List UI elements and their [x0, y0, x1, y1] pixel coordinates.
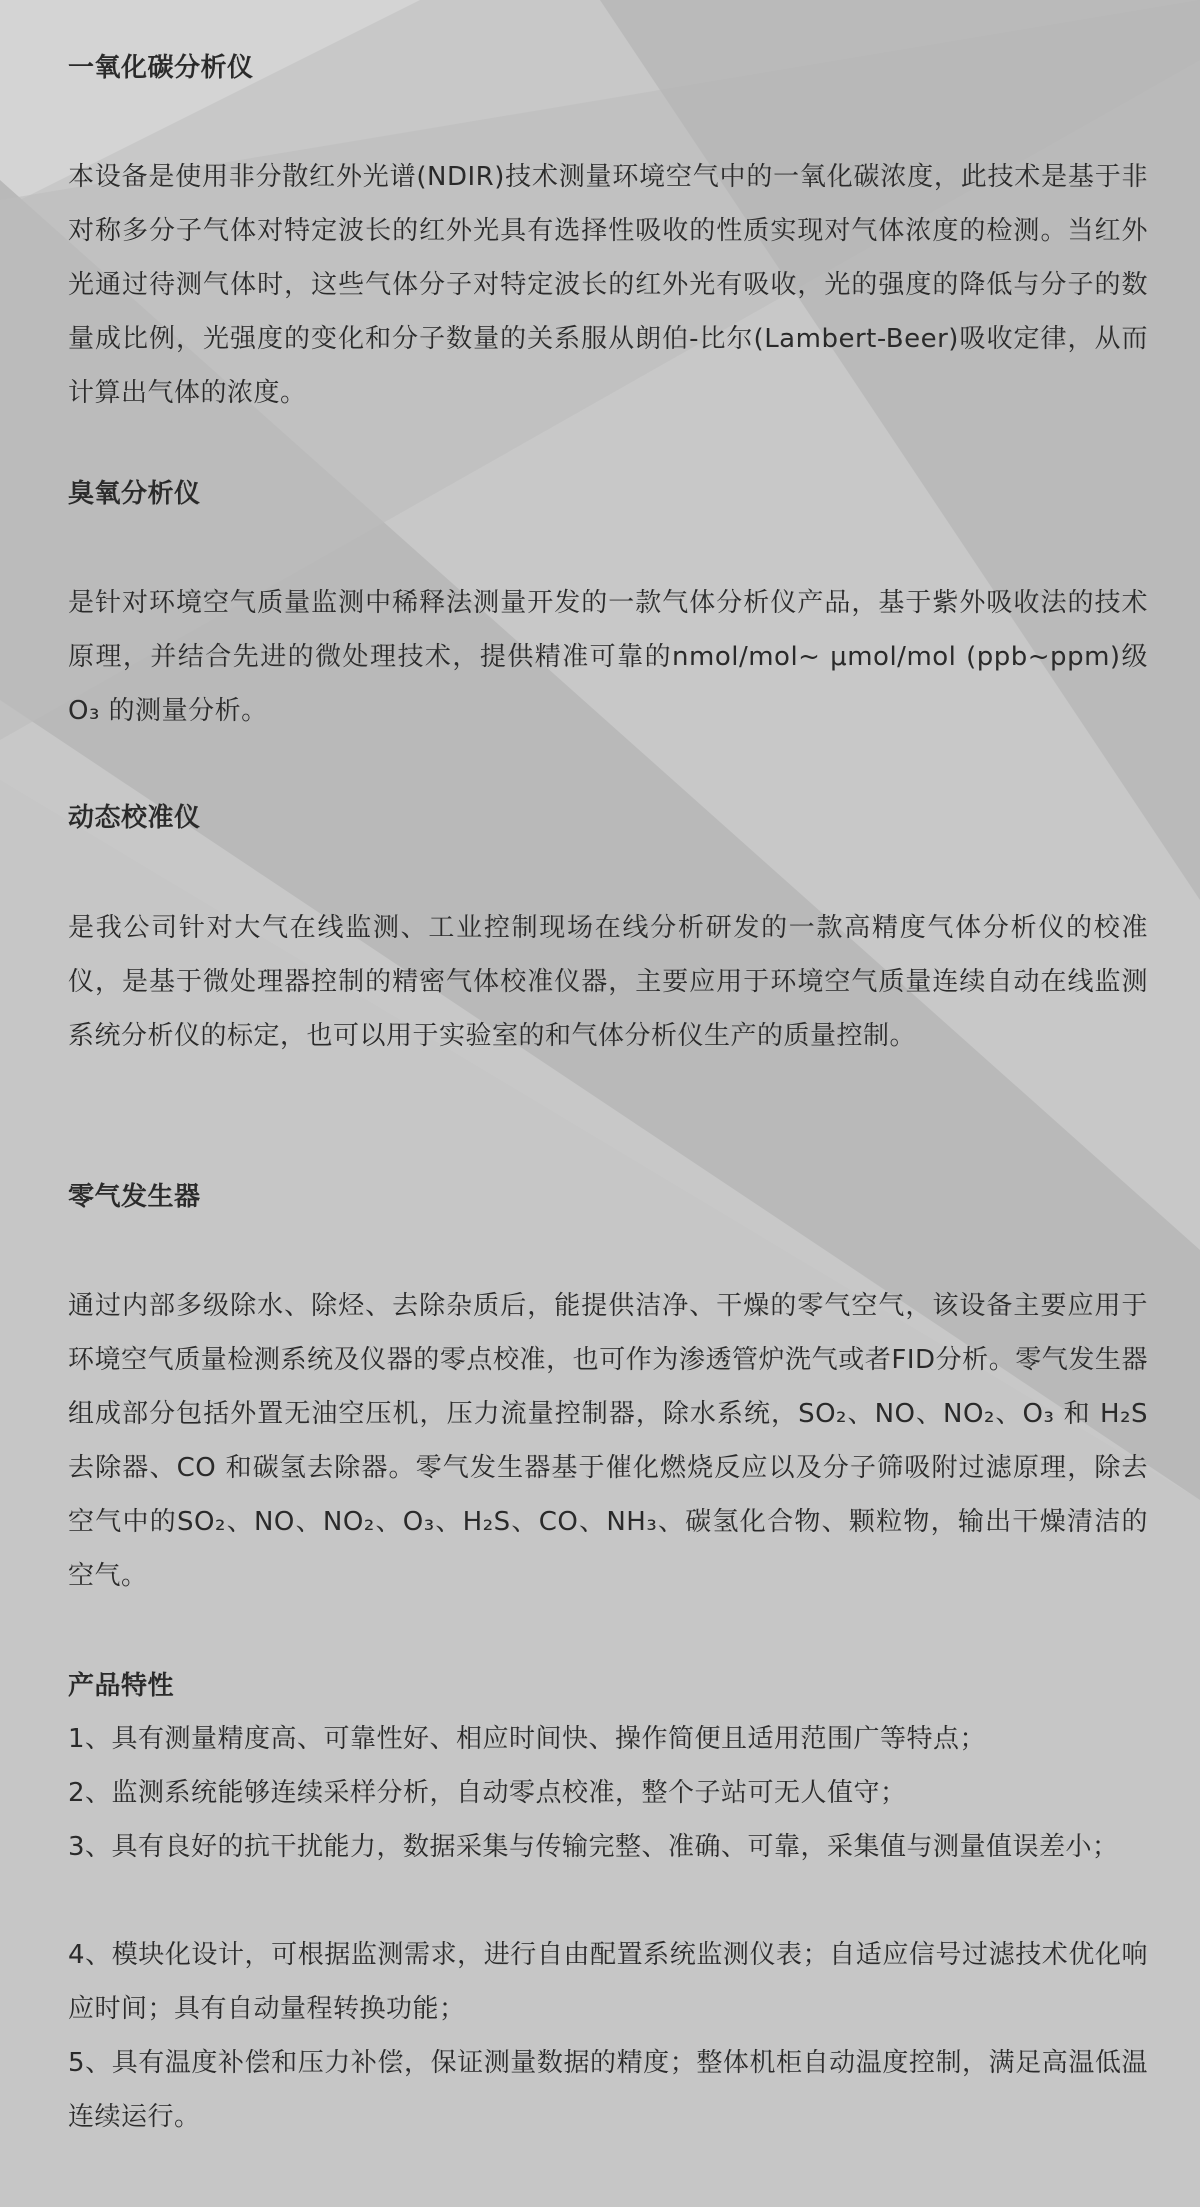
section-heading-co-analyzer: 一氧化碳分析仪	[68, 53, 254, 83]
feature-item: 2、监测系统能够连续采样分析，自动零点校准，整个子站可无人值守；	[68, 1778, 907, 1808]
features-heading: 产品特性	[68, 1671, 175, 1701]
feature-item: 1、具有测量精度高、可靠性好、相应时间快、操作简便且适用范围广等特点；	[68, 1724, 987, 1754]
section-heading-ozone-analyzer: 臭氧分析仪	[68, 479, 201, 509]
section-body-ozone-analyzer: 是针对环境空气质量监测中稀释法测量开发的一款气体分析仪产品，基于紫外吸收法的技术原理，并结合先进的微处理技术，提供精准可靠的nmol/mol~ μmol/mol (ppb~ppm)级 O₃ 的测量分析。	[68, 588, 1148, 726]
section-body-dynamic-calibrator: 是我公司针对大气在线监测、工业控制现场在线分析研发的一款高精度气体分析仪的校准仪，是基于微处理器控制的精密气体校准仪器，主要应用于环境空气质量连续自动在线监测系统分析仪的标定，也可以用于实验室的和气体分析仪生产的质量控制。	[68, 913, 1148, 1051]
feature-item: 3、具有良好的抗干扰能力，数据采集与传输完整、准确、可靠，采集值与测量值误差小；	[68, 1832, 1119, 1862]
section-body-zero-air-generator: 通过内部多级除水、除烃、去除杂质后，能提供洁净、干燥的零气空气，该设备主要应用于环境空气质量检测系统及仪器的零点校准，也可作为渗透管炉洗气或者FID分析。零气发生器组成部分包括外置无油空压机，压力流量控制器，除水系统，SO₂、NO、NO₂、O₃ 和 H₂S 去除器、CO 和碳氢去除器。零气发生器基于催化燃烧反应以及分子筛吸附过滤原理，除去空气中的SO₂、NO、NO₂、O₃、H₂S、CO、NH₃、碳氢化合物、颗粒物，输出干燥清洁的空气。	[68, 1291, 1148, 1591]
section-heading-dynamic-calibrator: 动态校准仪	[68, 803, 201, 833]
section-heading-zero-air-generator: 零气发生器	[68, 1182, 201, 1212]
feature-item: 5、具有温度补偿和压力补偿，保证测量数据的精度；整体机柜自动温度控制，满足高温低温连续运行。	[68, 2048, 1148, 2132]
feature-item: 4、模块化设计，可根据监测需求，进行自由配置系统监测仪表；自适应信号过滤技术优化响应时间；具有自动量程转换功能；	[68, 1940, 1148, 2024]
section-body-co-analyzer: 本设备是使用非分散红外光谱(NDIR)技术测量环境空气中的一氧化碳浓度，此技术是基于非对称多分子气体对特定波长的红外光具有选择性吸收的性质实现对气体浓度的检测。当红外光通过待测气体时，这些气体分子对特定波长的红外光有吸收，光的强度的降低与分子的数量成比例，光强度的变化和分子数量的关系服从朗伯-比尔(Lambert-Beer)吸收定律，从而计算出气体的浓度。	[68, 162, 1148, 408]
